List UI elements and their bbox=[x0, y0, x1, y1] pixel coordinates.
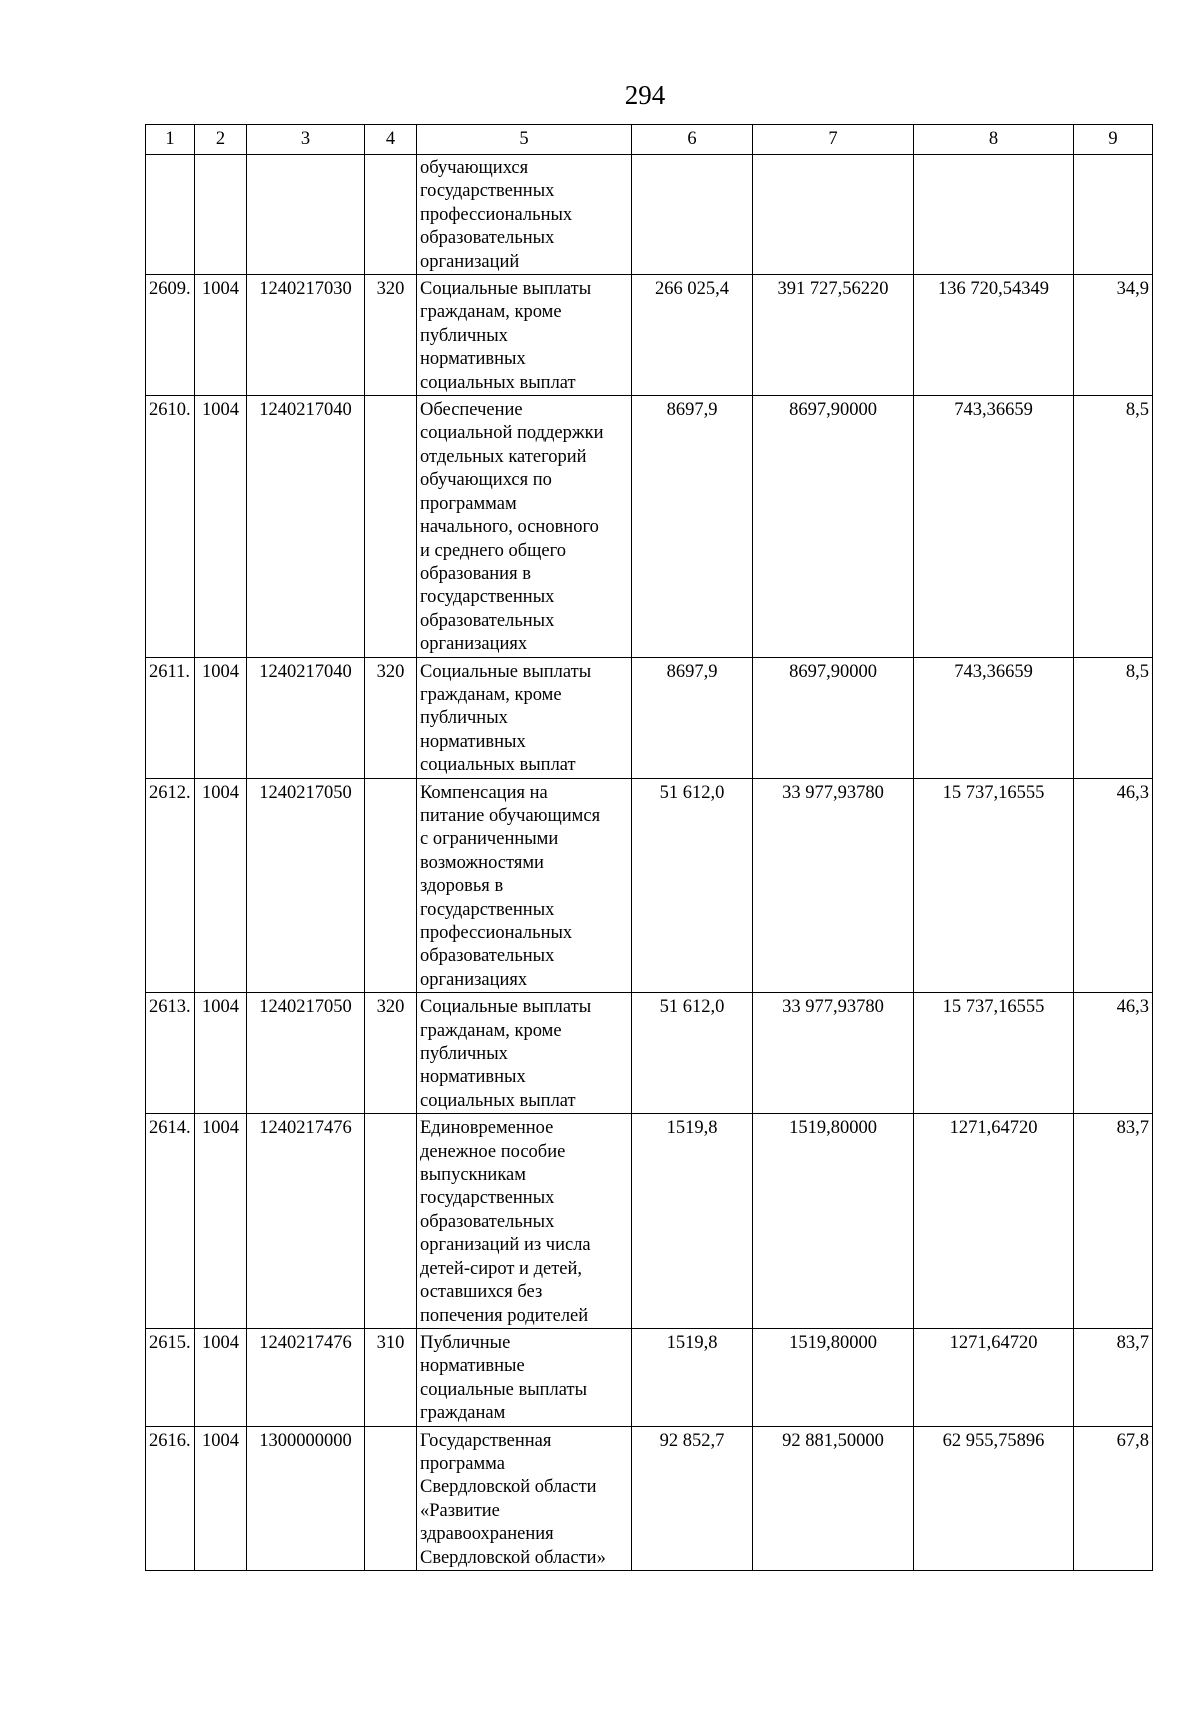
cell-col8: 15 737,16555 bbox=[914, 778, 1074, 993]
cell-number: 2616. bbox=[146, 1426, 195, 1570]
cell-col7: 8697,90000 bbox=[753, 657, 914, 778]
cell-target-code: 1240217476 bbox=[247, 1328, 365, 1426]
cell-expense-type bbox=[365, 1426, 417, 1570]
cell-col7: 391 727,56220 bbox=[753, 275, 914, 396]
cell-col9: 8,5 bbox=[1074, 657, 1153, 778]
table-row bbox=[146, 275, 1153, 396]
cell-section: 1004 bbox=[195, 275, 247, 396]
cell-description: обучающихся государственных профессиональных образовательных организаций bbox=[417, 155, 632, 275]
cell-col6: 51 612,0 bbox=[632, 993, 753, 1114]
cell-col6: 266 025,4 bbox=[632, 275, 753, 396]
page-number: 294 bbox=[624, 80, 666, 110]
cell-expense-type bbox=[365, 396, 417, 657]
cell-col6 bbox=[632, 155, 753, 275]
cell-col7: 8697,90000 bbox=[753, 396, 914, 657]
cell-target-code bbox=[247, 155, 365, 275]
table-row bbox=[146, 1114, 1153, 1329]
header-row bbox=[146, 125, 1153, 155]
cell-expense-type: 320 bbox=[365, 657, 417, 778]
cell-col9: 67,8 bbox=[1074, 1426, 1153, 1570]
column-header: 3 bbox=[247, 125, 365, 155]
cell-number: 2611. bbox=[146, 657, 195, 778]
cell-col6: 1519,8 bbox=[632, 1114, 753, 1329]
cell-description: Социальные выплаты гражданам, кроме публичных нормативных социальных выплат bbox=[417, 275, 632, 396]
cell-number: 2613. bbox=[146, 993, 195, 1114]
budget-table bbox=[145, 124, 1153, 1571]
cell-col7: 1519,80000 bbox=[753, 1328, 914, 1426]
cell-target-code: 1240217030 bbox=[247, 275, 365, 396]
cell-description: Публичные нормативные социальные выплаты гражданам bbox=[417, 1328, 632, 1426]
table-row-continuation bbox=[146, 155, 1153, 275]
column-header: 4 bbox=[365, 125, 417, 155]
cell-col7: 33 977,93780 bbox=[753, 993, 914, 1114]
cell-col8: 136 720,54349 bbox=[914, 275, 1074, 396]
cell-col7: 1519,80000 bbox=[753, 1114, 914, 1329]
column-header: 1 bbox=[146, 125, 195, 155]
column-header: 7 bbox=[753, 125, 914, 155]
cell-number: 2609. bbox=[146, 275, 195, 396]
cell-expense-type: 310 bbox=[365, 1328, 417, 1426]
cell-section: 1004 bbox=[195, 778, 247, 993]
cell-col8: 15 737,16555 bbox=[914, 993, 1074, 1114]
table-row bbox=[146, 396, 1153, 657]
table-row bbox=[146, 657, 1153, 778]
cell-section: 1004 bbox=[195, 1114, 247, 1329]
cell-expense-type: 320 bbox=[365, 275, 417, 396]
cell-col6: 1519,8 bbox=[632, 1328, 753, 1426]
cell-description: Единовременное денежное пособие выпускникам государственных образовательных организаций из числа детей-сирот и детей, оставшихся без попечения родителей bbox=[417, 1114, 632, 1329]
cell-target-code: 1240217050 bbox=[247, 778, 365, 993]
column-header: 5 bbox=[417, 125, 632, 155]
cell-description: Социальные выплаты гражданам, кроме публичных нормативных социальных выплат bbox=[417, 657, 632, 778]
cell-col9: 83,7 bbox=[1074, 1114, 1153, 1329]
cell-number: 2614. bbox=[146, 1114, 195, 1329]
cell-description: Государственная программа Свердловской области «Развитие здравоохранения Свердловской области» bbox=[417, 1426, 632, 1570]
cell-col6: 92 852,7 bbox=[632, 1426, 753, 1570]
column-header: 9 bbox=[1074, 125, 1153, 155]
cell-col9: 8,5 bbox=[1074, 396, 1153, 657]
column-header: 6 bbox=[632, 125, 753, 155]
cell-section bbox=[195, 155, 247, 275]
cell-number: 2610. bbox=[146, 396, 195, 657]
cell-description: Социальные выплаты гражданам, кроме публичных нормативных социальных выплат bbox=[417, 993, 632, 1114]
cell-target-code: 1240217040 bbox=[247, 396, 365, 657]
cell-col9 bbox=[1074, 155, 1153, 275]
cell-col8: 743,36659 bbox=[914, 396, 1074, 657]
cell-col9: 46,3 bbox=[1074, 993, 1153, 1114]
table-row bbox=[146, 993, 1153, 1114]
cell-description: Обеспечение социальной поддержки отдельных категорий обучающихся по программам начального, основного и среднего общего образования в государственных образовательных организациях bbox=[417, 396, 632, 657]
cell-col7: 92 881,50000 bbox=[753, 1426, 914, 1570]
cell-col9: 83,7 bbox=[1074, 1328, 1153, 1426]
cell-section: 1004 bbox=[195, 396, 247, 657]
cell-description: Компенсация на питание обучающимся с ограниченными возможностями здоровья в государственных профессиональных образовательных организациях bbox=[417, 778, 632, 993]
cell-target-code: 1240217476 bbox=[247, 1114, 365, 1329]
cell-number: 2615. bbox=[146, 1328, 195, 1426]
cell-col8: 62 955,75896 bbox=[914, 1426, 1074, 1570]
cell-target-code: 1240217040 bbox=[247, 657, 365, 778]
table-row bbox=[146, 1328, 1153, 1426]
cell-col6: 8697,9 bbox=[632, 657, 753, 778]
cell-col9: 46,3 bbox=[1074, 778, 1153, 993]
cell-expense-type bbox=[365, 155, 417, 275]
cell-col8: 1271,64720 bbox=[914, 1328, 1074, 1426]
cell-expense-type bbox=[365, 1114, 417, 1329]
cell-col7: 33 977,93780 bbox=[753, 778, 914, 993]
cell-col6: 8697,9 bbox=[632, 396, 753, 657]
cell-col7 bbox=[753, 155, 914, 275]
cell-target-code: 1300000000 bbox=[247, 1426, 365, 1570]
cell-number: 2612. bbox=[146, 778, 195, 993]
cell-number bbox=[146, 155, 195, 275]
cell-col9: 34,9 bbox=[1074, 275, 1153, 396]
column-header: 2 bbox=[195, 125, 247, 155]
cell-target-code: 1240217050 bbox=[247, 993, 365, 1114]
column-header: 8 bbox=[914, 125, 1074, 155]
cell-expense-type: 320 bbox=[365, 993, 417, 1114]
cell-expense-type bbox=[365, 778, 417, 993]
table-row bbox=[146, 778, 1153, 993]
cell-col8: 1271,64720 bbox=[914, 1114, 1074, 1329]
cell-col6: 51 612,0 bbox=[632, 778, 753, 993]
cell-section: 1004 bbox=[195, 993, 247, 1114]
cell-section: 1004 bbox=[195, 1426, 247, 1570]
cell-section: 1004 bbox=[195, 1328, 247, 1426]
cell-col8: 743,36659 bbox=[914, 657, 1074, 778]
table-row bbox=[146, 1426, 1153, 1570]
cell-section: 1004 bbox=[195, 657, 247, 778]
cell-col8 bbox=[914, 155, 1074, 275]
